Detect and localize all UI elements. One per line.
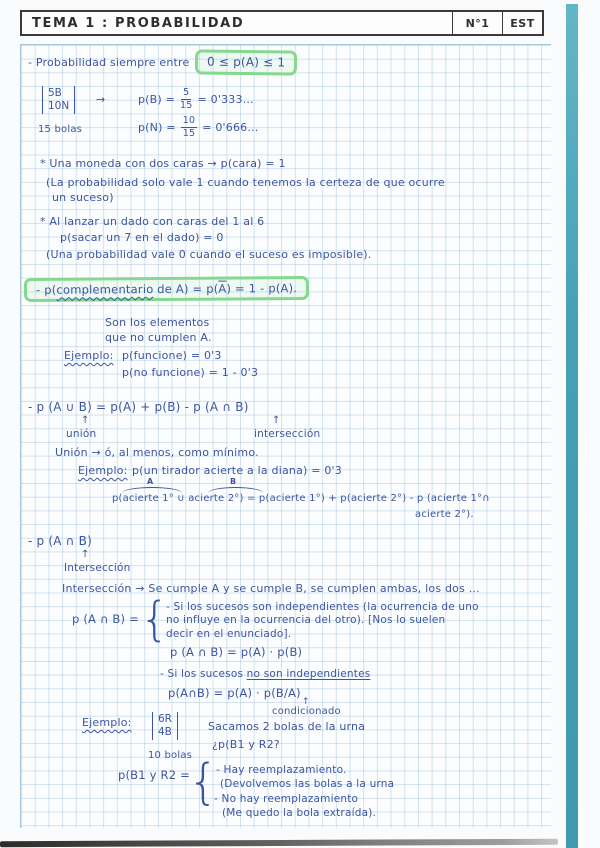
prob-n-line bbox=[138, 116, 258, 139]
fraction-numerator: 5 bbox=[183, 87, 190, 98]
urn1-caption: 15 bolas bbox=[38, 124, 83, 135]
prob-b-result: = 0'333... bbox=[197, 92, 254, 106]
intersection-meaning: Intersección → Se cumple A y se cumple B, se cumplen ambas, los dos ... bbox=[62, 582, 480, 595]
prob-n-result: = 0'666... bbox=[202, 120, 259, 134]
notindep-underlined: no son independientes bbox=[246, 668, 371, 680]
intro-text: - Probabilidad siempre entre bbox=[28, 55, 190, 69]
dice-line3: (Una probabilidad vale 0 cuando el suceso es imposible). bbox=[46, 248, 372, 261]
complement-pre: - p( bbox=[35, 282, 57, 297]
notindep-pre: - Si los sucesos bbox=[160, 668, 247, 680]
complement-note2: que no cumplen A. bbox=[105, 331, 212, 344]
coin-line2: (La probabilidad solo vale 1 cuando tenemos la certeza de que ocurre bbox=[46, 176, 445, 189]
subject-label: EST bbox=[502, 12, 542, 34]
coin-line1: * Una moneda con dos caras → p(cara) = 1 bbox=[40, 157, 286, 170]
arrow-right-icon: → bbox=[96, 93, 106, 106]
highlight-complement-formula bbox=[24, 276, 309, 302]
complement-mid: de A) = p( bbox=[153, 281, 219, 297]
example-label: Ejemplo: bbox=[82, 716, 132, 729]
up-arrow-icon: ↑ bbox=[81, 549, 90, 560]
urn1-bottom: 10N bbox=[48, 100, 70, 112]
prob-b-fraction bbox=[180, 88, 193, 111]
prob-n-fraction bbox=[181, 116, 198, 139]
union-ex-line2: p(acierte 1° ∪ acierte 2°) = p(acierte 1°) + p(acierte 2°) - p (acierte 1°∩ bbox=[112, 493, 490, 504]
curly-brace: { bbox=[188, 754, 219, 810]
dice-line2: p(sacar un 7 en el dado) = 0 bbox=[60, 231, 224, 244]
urn1-top: 5B bbox=[48, 87, 62, 99]
indep-line1: - Si los sucesos son independientes (la ocurrencia de uno bbox=[166, 601, 479, 613]
notindep-line bbox=[160, 668, 370, 681]
replacement-line1: - Hay reemplazamiento. bbox=[216, 764, 347, 776]
page-number: N°1 bbox=[452, 12, 502, 34]
intersection-formula: - p (A ∩ B) bbox=[28, 534, 92, 548]
complement-post: ) = 1 - p(A). bbox=[226, 281, 298, 296]
urn2-caption: 10 bolas bbox=[148, 750, 193, 761]
notindep-formula: p(A∩B) = p(A) · p(B/A) bbox=[168, 686, 301, 700]
indep-formula: p (A ∩ B) = p(A) · p(B) bbox=[170, 645, 303, 659]
example-label: Ejemplo: bbox=[64, 349, 114, 362]
urn1-bracket bbox=[42, 86, 75, 114]
replacement-line4: (Me quedo la bola extraída). bbox=[222, 807, 377, 819]
urn2-bottom: 4B bbox=[158, 726, 172, 738]
event-a-label: A bbox=[147, 477, 154, 486]
page-title: TEMA 1 : PROBABILIDAD bbox=[32, 15, 245, 31]
prob-b-label: p(B) = bbox=[138, 92, 176, 106]
union-meaning: Unión → ó, al menos, como mínimo. bbox=[55, 446, 259, 459]
complement-a-bar: $\overline{A}$ bbox=[218, 281, 227, 296]
complement-ex1: p(funcione) = 0'3 bbox=[122, 349, 222, 362]
complement-word: complementario bbox=[56, 282, 154, 297]
up-arrow-icon: ↑ bbox=[272, 415, 281, 426]
fraction-denominator: 15 bbox=[180, 99, 193, 111]
urn2-bracket bbox=[152, 712, 178, 740]
urn2-top: 6R bbox=[158, 713, 172, 725]
prob-b-line bbox=[138, 88, 254, 111]
fraction-numerator: 10 bbox=[182, 115, 196, 126]
intersection-word-label: Intersección bbox=[64, 562, 131, 574]
intro-line bbox=[28, 50, 297, 75]
union-ex-line3: acierte 2°). bbox=[415, 509, 474, 520]
intersection-lhs: p (A ∩ B) = bbox=[72, 612, 139, 626]
coin-line3: un suceso) bbox=[52, 191, 114, 204]
indep-line2: no influye en la ocurrencia del otro). [Nos lo suelen bbox=[166, 614, 446, 626]
replacement-line3: - No hay reemplazamiento bbox=[214, 793, 359, 805]
dice-line1: * Al lanzar un dado con caras del 1 al 6 bbox=[40, 215, 265, 228]
union-label: unión bbox=[66, 428, 97, 440]
urn2-line1: Sacamos 2 bolas de la urna bbox=[208, 720, 366, 733]
up-arrow-icon: ↑ bbox=[81, 415, 90, 426]
replacement-lhs: p(B1 y R2 = bbox=[118, 768, 190, 782]
prob-n-label: p(N) = bbox=[138, 120, 176, 134]
complement-formula-box-wrap bbox=[24, 277, 309, 301]
fraction-denominator: 15 bbox=[182, 127, 196, 139]
example-label: Ejemplo: bbox=[78, 464, 128, 477]
up-arrow-icon: ↑ bbox=[302, 697, 310, 707]
union-ex-line1: p(un tirador acierte a la diana) = 0'3 bbox=[132, 464, 342, 477]
notebook-edge-strip bbox=[566, 4, 578, 848]
complement-note1: Son los elementos bbox=[105, 316, 210, 329]
highlight-probability-range: 0 ≤ p(A) ≤ 1 bbox=[194, 49, 296, 75]
page-bottom-shadow bbox=[0, 839, 558, 847]
urn2-line2: ¿p(B1 y R2? bbox=[212, 738, 280, 751]
replacement-line2: (Devolvemos las bolas a la urna bbox=[220, 778, 395, 790]
conditioned-label: condicionado bbox=[272, 706, 341, 717]
union-formula: - p (A ∪ B) = p(A) + p(B) - p (A ∩ B) bbox=[28, 400, 249, 414]
indep-line3: decir en el enunciado]. bbox=[166, 628, 292, 640]
event-b-label: B bbox=[230, 477, 237, 486]
complement-ex2: p(no funcione) = 1 - 0'3 bbox=[122, 366, 259, 379]
header-box bbox=[20, 10, 544, 36]
intersection-label: intersección bbox=[254, 428, 321, 440]
curly-brace: { bbox=[140, 592, 170, 646]
